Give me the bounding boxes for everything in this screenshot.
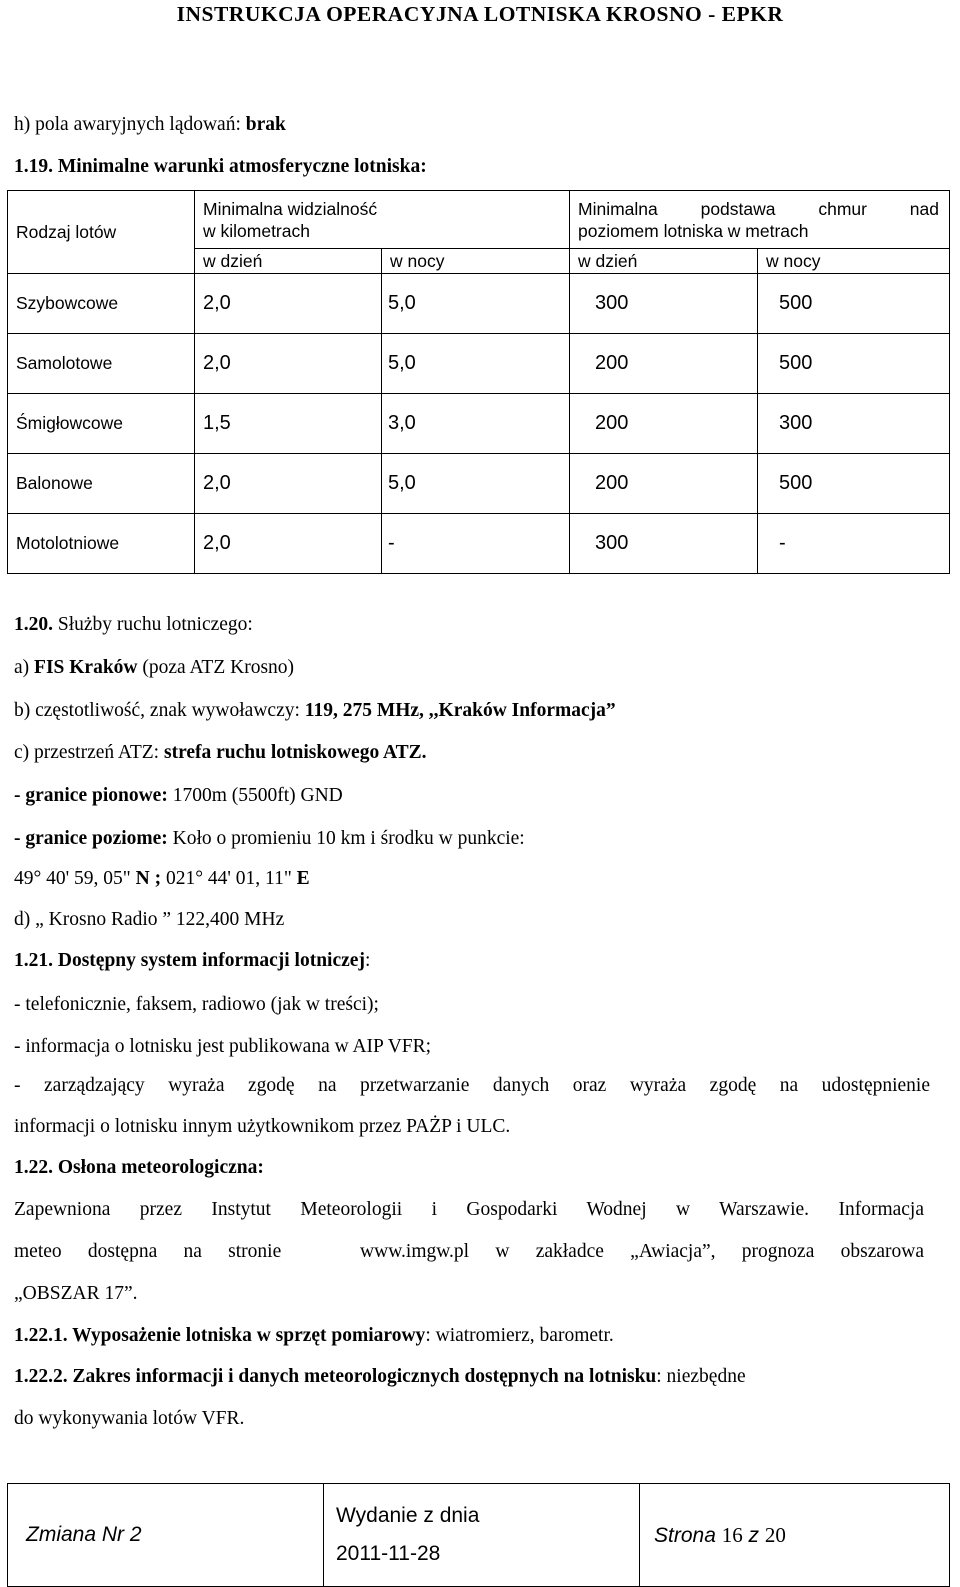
info-line-users: informacji o lotnisku innym użytkownikom przez PAŻP i ULC. xyxy=(14,1116,511,1137)
line-rest: (poza ATZ Krosno) xyxy=(137,657,295,678)
meteo-paragraph-line3: „OBSZAR 17”. xyxy=(14,1283,138,1304)
page-current: 16 xyxy=(721,1522,743,1547)
cell-cloud-day: 200 xyxy=(570,394,758,454)
cell-vis-day: 2,0 xyxy=(195,334,382,394)
longitude: 021° 44' 01, 11" xyxy=(161,868,297,889)
section-1-22-1-title: 1.22.1. Wyposażenie lotniska w sprzęt pomiarowy xyxy=(14,1325,426,1346)
section-1-21-title xyxy=(14,950,370,972)
meteo-paragraph-line1: Zapewniona przez Instytut Meteorologii i Gospodarki Wodnej w Warszawie. Informacja xyxy=(14,1199,924,1220)
atc-line-a xyxy=(14,657,294,679)
north-marker: N ; xyxy=(135,868,162,889)
east-marker: E xyxy=(296,868,310,889)
table-row xyxy=(8,334,950,394)
visibility-header-line1: Minimalna widzialność xyxy=(203,198,378,219)
cell-vis-day: 2,0 xyxy=(195,454,382,514)
row-flight-type: Motolotniowe xyxy=(8,514,195,574)
meteo-paragraph-line2: meteo dostępna na stronie www.imgw.pl w zakładce „Awiacja”, prognoza obszarowa xyxy=(14,1241,924,1262)
section-1-20-title xyxy=(14,614,253,636)
cloud-header-word: nad xyxy=(909,198,939,219)
horizontal-limits-label: - granice poziome: xyxy=(14,828,168,849)
krosno-radio-line: d) „ Krosno Radio ” 122,400 MHz xyxy=(14,909,285,930)
section-1-20-text: Służby ruchu lotniczego: xyxy=(53,614,253,635)
latitude: 49° 40' 59, 05" xyxy=(14,868,136,889)
table-row xyxy=(8,394,950,454)
row-flight-type: Balonowe xyxy=(8,454,195,514)
cloud-header-line2: poziomem lotniska w metrach xyxy=(578,220,809,241)
cloud-header-word: Minimalna xyxy=(578,198,658,219)
fis-name: FIS Kraków xyxy=(34,657,138,678)
section-1-22-2-title: 1.22.2. Zakres informacji i danych meteorologicznych dostępnych na lotnisku xyxy=(14,1366,657,1387)
section-1-21-colon: : xyxy=(364,950,371,971)
footer-page-number xyxy=(640,1484,950,1587)
section-1-22-title: 1.22. Osłona meteorologiczna: xyxy=(14,1157,264,1178)
footer-issue-date: 2011-11-28 xyxy=(336,1542,441,1565)
subheader-vis-day: w dzień xyxy=(195,249,382,274)
cell-cloud-day: 200 xyxy=(570,454,758,514)
section-1-21-number: 1.21. xyxy=(14,950,53,971)
page-prefix: Strona xyxy=(654,1523,722,1547)
cell-vis-day: 1,5 xyxy=(195,394,382,454)
cell-cloud-night: 500 xyxy=(758,274,950,334)
section-1-22-1-text: : wiatromierz, barometr. xyxy=(425,1325,614,1346)
document-header-title: INSTRUKCJA OPERACYJNA LOTNISKA KROSNO - EPKR xyxy=(176,2,784,26)
row-flight-type: Samolotowe xyxy=(8,334,195,394)
frequency-callsign: 119, 275 MHz, ,,Kraków Informacja” xyxy=(304,700,616,721)
cloud-header-word: chmur xyxy=(818,198,867,219)
horizontal-limits-value: Koło o promieniu 10 km i środku w punkcie: xyxy=(167,828,525,849)
table-row xyxy=(8,514,950,574)
cell-cloud-night: 300 xyxy=(758,394,950,454)
table-row xyxy=(8,454,950,514)
col-header-visibility xyxy=(195,191,570,249)
col-header-flight-type: Rodzaj lotów xyxy=(8,191,195,274)
emergency-landing-line xyxy=(14,114,286,136)
cloud-header-line1 xyxy=(578,198,949,220)
footer-change-number: Zmiana Nr 2 xyxy=(8,1484,324,1587)
cell-vis-night: - xyxy=(382,514,570,574)
section-1-22-1 xyxy=(14,1325,614,1347)
line-prefix: b) częstotliwość, znak wywoławczy: xyxy=(14,700,305,721)
table-header-row xyxy=(8,191,950,249)
visibility-header-line2: w kilometrach xyxy=(203,220,310,241)
section-1-22-2 xyxy=(14,1366,746,1388)
cell-cloud-day: 300 xyxy=(570,274,758,334)
horizontal-limits-line xyxy=(14,828,525,850)
footer-issue-label: Wydanie z dnia xyxy=(336,1504,480,1527)
atz-zone: strefa ruchu lotniskowego ATZ. xyxy=(163,742,427,763)
cell-vis-day: 2,0 xyxy=(195,514,382,574)
cell-vis-day: 2,0 xyxy=(195,274,382,334)
info-line-phone: - telefonicznie, faksem, radiowo (jak w treści); xyxy=(14,994,379,1015)
info-line-consent: - zarządzający wyraża zgodę na przetwarzanie danych oraz wyraża zgodę na udostępnienie xyxy=(14,1075,930,1096)
cell-cloud-day: 200 xyxy=(570,334,758,394)
emergency-landing-label: h) pola awaryjnych lądowań: xyxy=(14,114,246,135)
line-prefix: a) xyxy=(14,657,35,678)
cell-cloud-night: - xyxy=(758,514,950,574)
section-1-20-number: 1.20. xyxy=(14,614,53,635)
vertical-limits-line xyxy=(14,785,343,807)
subheader-cloud-day: w dzień xyxy=(570,249,758,274)
emergency-landing-value: brak xyxy=(245,114,286,135)
section-1-22-2-text: : niezbędne xyxy=(656,1366,746,1387)
vertical-limits-value: 1700m (5500ft) GND xyxy=(167,785,343,806)
page-total: 20 xyxy=(764,1522,786,1547)
cell-cloud-night: 500 xyxy=(758,454,950,514)
cell-vis-night: 3,0 xyxy=(382,394,570,454)
table-row xyxy=(8,274,950,334)
page-footer xyxy=(7,1483,950,1587)
weather-minima-table xyxy=(7,190,950,574)
cell-cloud-night: 500 xyxy=(758,334,950,394)
cell-vis-night: 5,0 xyxy=(382,274,570,334)
footer-issue xyxy=(324,1484,640,1587)
subheader-cloud-night: w nocy xyxy=(758,249,950,274)
section-1-21-text: Dostępny system informacji lotniczej xyxy=(53,950,365,971)
atc-line-c xyxy=(14,742,427,764)
vertical-limits-label: - granice pionowe: xyxy=(14,785,168,806)
info-line-aip: - informacja o lotnisku jest publikowana w AIP VFR; xyxy=(14,1036,432,1057)
cell-cloud-day: 300 xyxy=(570,514,758,574)
coordinates-line xyxy=(14,868,310,890)
cloud-header-word: podstawa xyxy=(700,198,776,219)
col-header-cloud-base xyxy=(570,191,950,249)
subheader-vis-night: w nocy xyxy=(382,249,570,274)
row-flight-type: Śmigłowcowe xyxy=(8,394,195,454)
cell-vis-night: 5,0 xyxy=(382,454,570,514)
section-1-22-2-line2: do wykonywania lotów VFR. xyxy=(14,1408,245,1429)
section-1-19-title: 1.19. Minimalne warunki atmosferyczne lotniska: xyxy=(14,156,427,177)
line-prefix: c) przestrzeń ATZ: xyxy=(14,742,164,763)
page-separator: z xyxy=(742,1523,765,1547)
atc-line-b xyxy=(14,700,616,722)
cell-vis-night: 5,0 xyxy=(382,334,570,394)
row-flight-type: Szybowcowe xyxy=(8,274,195,334)
